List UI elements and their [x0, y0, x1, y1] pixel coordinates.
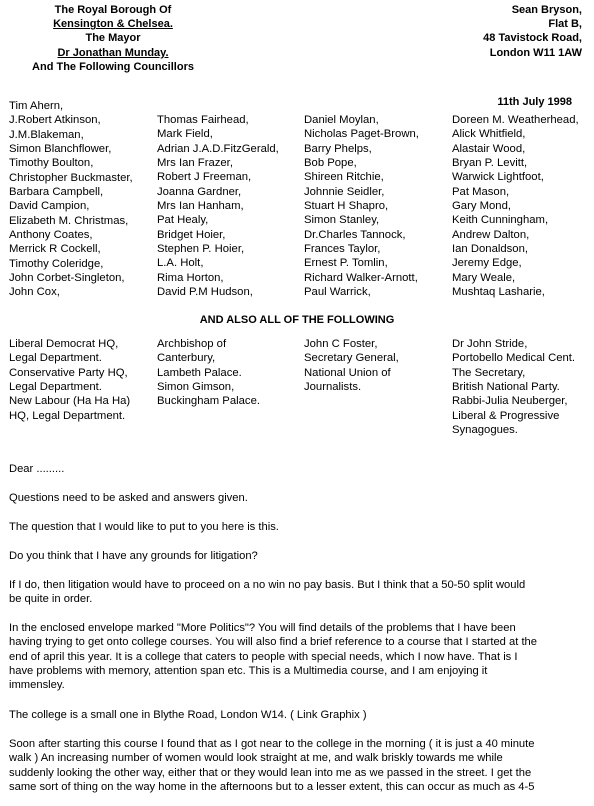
- list-item: Warwick Lightfoot,: [452, 171, 544, 184]
- list-item: J.Robert Atkinson,: [9, 114, 101, 127]
- list-item: Alick Whitfield,: [452, 128, 526, 141]
- councillors-column-1: [9, 99, 133, 300]
- list-item: Conservative Party HQ,: [9, 366, 128, 379]
- paragraph-line: end of april this year. It is a college that caters to people with special needs, which I now have. That is I: [9, 650, 518, 663]
- paragraph-line: be quite in order.: [9, 593, 93, 606]
- also-heading: AND ALSO ALL OF THE FOLLOWING: [199, 314, 395, 326]
- others-column-3: [304, 337, 399, 394]
- paragraph-line: immensley.: [9, 679, 65, 692]
- list-item: Stuart H Shapro,: [304, 200, 389, 213]
- list-item: Mrs Ian Hanham,: [157, 200, 244, 213]
- list-item: The Secretary,: [452, 366, 526, 379]
- list-item: Mary Weale,: [452, 271, 516, 284]
- list-item: Bridget Hoier,: [157, 228, 226, 241]
- list-item: Journalists.: [304, 381, 362, 394]
- list-item: Lambeth Palace.: [157, 366, 242, 379]
- list-item: Simon Stanley,: [304, 214, 380, 227]
- list-item: Mark Field,: [157, 128, 213, 141]
- list-item: Christopher Buckmaster,: [9, 171, 133, 184]
- list-item: Gary Mond,: [452, 200, 512, 213]
- list-item: Timothy Coleridge,: [9, 257, 104, 270]
- list-item: Barbara Campbell,: [9, 186, 104, 199]
- list-item: Andrew Dalton,: [452, 228, 530, 241]
- list-item: Synagogues.: [452, 424, 518, 437]
- list-item: Buckingham Palace.: [157, 395, 260, 408]
- list-item: Johnnie Seidler,: [304, 185, 385, 198]
- header-line: And The Following Councillors: [32, 60, 194, 73]
- list-item: Rabbi-Julia Neuberger,: [452, 395, 568, 408]
- address-line: London W11 1AW: [489, 46, 582, 59]
- paragraph-line: In the enclosed envelope marked "More Politics"? You will find details of the problems that I have been: [9, 622, 516, 634]
- list-item: Dr.Charles Tannock,: [304, 228, 406, 241]
- list-item: Barry Phelps,: [304, 142, 372, 155]
- list-item: Richard Walker-Arnott,: [304, 271, 418, 284]
- address-line: Flat B,: [548, 18, 582, 31]
- header-line: Kensington & Chelsea.: [53, 18, 173, 31]
- list-item: Legal Department.: [9, 381, 102, 394]
- list-item: Adrian J.A.D.FitzGerald,: [157, 142, 279, 155]
- list-item: Doreen M. Weatherhead,: [452, 114, 579, 126]
- paragraph-line: having trying to get onto college courses. You will also find a brief reference to a course that I started at the: [9, 636, 537, 649]
- others-column-2: [157, 337, 260, 409]
- list-item: Ian Donaldson,: [452, 243, 528, 256]
- list-item: John Cox,: [9, 286, 60, 299]
- list-item: John C Foster,: [304, 338, 378, 350]
- list-item: Liberal & Progressive: [452, 409, 560, 422]
- paragraph-line: suddenly looking the other way, either that or they would lean into me as we passed in the street. I get the: [9, 766, 532, 779]
- list-item: Liberal Democrat HQ,: [9, 338, 119, 350]
- list-item: Merrick R Cockell,: [9, 243, 101, 256]
- councillors-column-2: [157, 113, 279, 299]
- letter-recipient-header: [8, 3, 218, 74]
- list-item: Rima Horton,: [157, 271, 224, 284]
- list-item: Jeremy Edge,: [452, 257, 522, 270]
- salutation: Dear .........: [9, 463, 65, 475]
- list-item: Portobello Medical Cent.: [452, 352, 576, 365]
- paragraph-line: Soon after starting this course I found that as I got near to the college in the morning ( it is just a 40 minute: [9, 738, 535, 750]
- header-line: Dr Jonathan Munday.: [57, 46, 169, 59]
- sender-address: [432, 3, 582, 60]
- paragraph-line: have problems with memory, attention span etc. This is a Multimedia course, and I am enjoying it: [9, 664, 488, 677]
- address-line: 48 Tavistock Road,: [483, 32, 582, 45]
- list-item: Frances Taylor,: [304, 243, 381, 256]
- list-item: Archbishop of: [157, 338, 227, 350]
- list-item: Joanna Gardner,: [157, 185, 242, 198]
- list-item: L.A. Holt,: [157, 257, 204, 270]
- header-line: The Mayor: [85, 32, 141, 45]
- list-item: Bob Pope,: [304, 157, 357, 170]
- letter-date: 11th July 1998: [497, 96, 572, 108]
- list-item: Bryan P. Levitt,: [452, 157, 528, 170]
- list-item: Elizabeth M. Christmas,: [9, 214, 129, 227]
- list-item: Tim Ahern,: [9, 100, 64, 112]
- list-item: John Corbet-Singleton,: [9, 272, 125, 285]
- paragraph-line: same sort of thing on the way home in the afternoons but to a lesser extent, this can occur as much as 4-5: [9, 780, 535, 793]
- paragraph: Do you think that I have any grounds for litigation?: [9, 550, 258, 562]
- paragraph: The question that I would like to put to you here is this.: [9, 521, 279, 533]
- list-item: Pat Mason,: [452, 185, 510, 198]
- list-item: Simon Blanchflower,: [9, 143, 112, 156]
- list-item: Mrs Ian Frazer,: [157, 157, 233, 170]
- address-line: Sean Bryson,: [511, 4, 582, 16]
- list-item: Alastair Wood,: [452, 142, 526, 155]
- list-item: David P.M Hudson,: [157, 286, 253, 299]
- paragraph: [9, 737, 585, 794]
- list-item: Robert J Freeman,: [157, 171, 252, 184]
- others-column-4: [452, 337, 575, 437]
- paragraph: [9, 621, 585, 692]
- list-item: Shireen Ritchie,: [304, 171, 384, 184]
- list-item: Thomas Fairhead,: [157, 114, 249, 126]
- list-item: National Union of: [304, 366, 391, 379]
- list-item: Anthony Coates,: [9, 229, 93, 242]
- list-item: Nicholas Paget-Brown,: [304, 128, 419, 141]
- list-item: Secretary General,: [304, 352, 399, 365]
- list-item: Simon Gimson,: [157, 381, 235, 394]
- list-item: Mushtaq Lasharie,: [452, 286, 545, 299]
- councillors-column-4: [452, 113, 579, 299]
- list-item: New Labour (Ha Ha Ha): [9, 395, 131, 408]
- others-column-1: [9, 337, 130, 423]
- header-line: The Royal Borough Of: [54, 4, 172, 16]
- paragraph: [9, 578, 585, 607]
- list-item: David Campion,: [9, 200, 90, 213]
- list-item: Legal Department.: [9, 352, 102, 365]
- paragraph: The college is a small one in Blythe Road, London W14. ( Link Graphix ): [9, 709, 367, 721]
- list-item: HQ, Legal Department.: [9, 409, 126, 422]
- list-item: J.M.Blakeman,: [9, 128, 84, 141]
- paragraph: Questions need to be asked and answers given.: [9, 492, 248, 504]
- list-item: Ernest P. Tomlin,: [304, 257, 388, 270]
- paragraph-line: walk ) An increasing number of women would look straight at me, and walk briskly towards me while: [9, 752, 503, 765]
- list-item: Keith Cunningham,: [452, 214, 549, 227]
- list-item: Canterbury,: [157, 352, 216, 365]
- councillors-column-3: [304, 113, 419, 299]
- list-item: Pat Healy,: [157, 214, 209, 227]
- list-item: Stephen P. Hoier,: [157, 243, 245, 256]
- list-item: Dr John Stride,: [452, 338, 528, 350]
- list-item: Daniel Moylan,: [304, 114, 379, 126]
- list-item: Paul Warrick,: [304, 286, 371, 299]
- paragraph-line: If I do, then litigation would have to proceed on a no win no pay basis. But I think that a 50-50 split would: [9, 579, 526, 591]
- list-item: Timothy Boulton,: [9, 157, 94, 170]
- list-item: British National Party.: [452, 381, 560, 394]
